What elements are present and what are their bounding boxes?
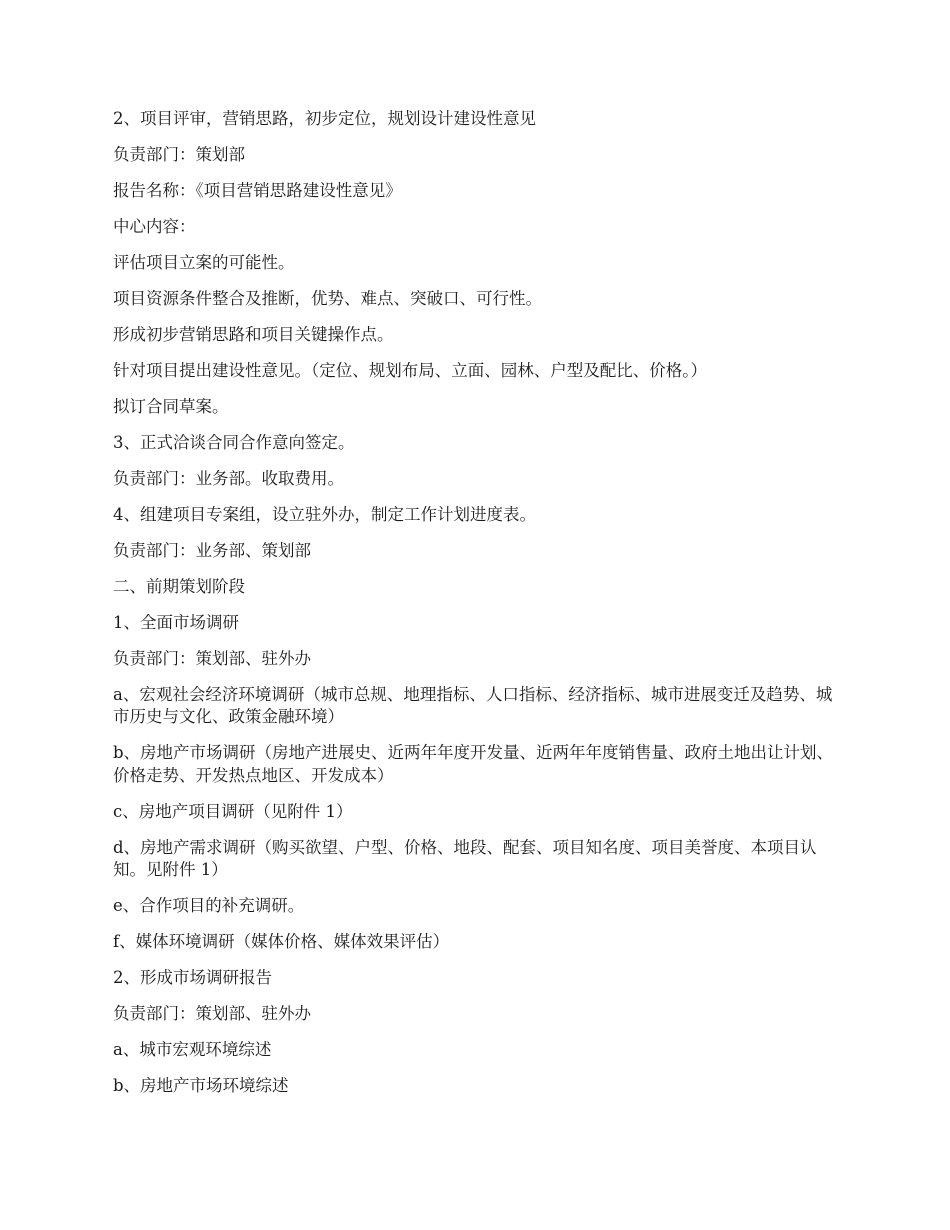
paragraph-report-item-b: b、房地产市场环境综述 bbox=[113, 1076, 289, 1096]
paragraph-core-item-5: 拟订合同草案。 bbox=[113, 397, 229, 416]
paragraph-core-item-4: 针对项目提出建设性意见。（定位、规划布局、立面、园林、户型及配比、价格。） bbox=[113, 361, 707, 380]
paragraph-research-item-f: f、媒体环境调研（媒体价格、媒体效果评估） bbox=[113, 932, 450, 952]
paragraph-department: 负责部门：策划部、驻外办 bbox=[113, 649, 311, 668]
paragraph-core-content-label: 中心内容： bbox=[113, 217, 196, 236]
paragraph-department: 负责部门：业务部、策划部 bbox=[113, 541, 311, 560]
paragraph-research-item-c: c、房地产项目调研（见附件 1） bbox=[113, 801, 353, 821]
paragraph-core-item-2: 项目资源条件整合及推断，优势、难点、突破口、可行性。 bbox=[113, 289, 542, 308]
paragraph-subsection-1-title: 1、全面市场调研 bbox=[113, 613, 239, 632]
paragraph-core-item-1: 评估项目立案的可能性。 bbox=[113, 253, 295, 272]
paragraph-section-2-title: 2、项目评审，营销思路，初步定位，规划设计建设性意见 bbox=[113, 109, 536, 128]
paragraph-section-3-title: 3、正式洽谈合同合作意向签定。 bbox=[113, 433, 355, 452]
paragraph-research-item-b: b、房地产市场调研（房地产进展史、近两年年度开发量、近两年年度销售量、政府土地出让计划、价格走势、开发热点地区、开发成本） bbox=[113, 743, 834, 785]
paragraph-core-item-3: 形成初步营销思路和项目关键操作点。 bbox=[113, 325, 394, 344]
paragraph-section-4-title: 4、组建项目专案组，设立驻外办，制定工作计划进度表。 bbox=[113, 505, 536, 524]
paragraph-chapter-heading: 二、前期策划阶段 bbox=[113, 577, 245, 596]
paragraph-report-name: 报告名称：《项目营销思路建设性意见》 bbox=[113, 181, 402, 200]
paragraph-department: 负责部门：策划部 bbox=[113, 145, 245, 164]
paragraph-department: 负责部门：业务部。收取费用。 bbox=[113, 469, 344, 488]
paragraph-subsection-2-title: 2、形成市场调研报告 bbox=[113, 968, 272, 988]
paragraph-research-item-a: a、宏观社会经济环境调研（城市总规、地理指标、人口指标、经济指标、城市进展变迁及趋势、城市历史与文化、政策金融环境） bbox=[113, 685, 833, 727]
document-body bbox=[113, 108, 835, 1111]
paragraph-research-item-d: d、房地产需求调研（购买欲望、户型、价格、地段、配套、项目知名度、项目美誉度、本项目认知。见附件 1） bbox=[113, 837, 817, 880]
paragraph-report-item-a: a、城市宏观环境综述 bbox=[113, 1040, 272, 1060]
paragraph-department: 负责部门：策划部、驻外办 bbox=[113, 1004, 311, 1024]
paragraph-research-item-e: e、合作项目的补充调研。 bbox=[113, 896, 305, 916]
